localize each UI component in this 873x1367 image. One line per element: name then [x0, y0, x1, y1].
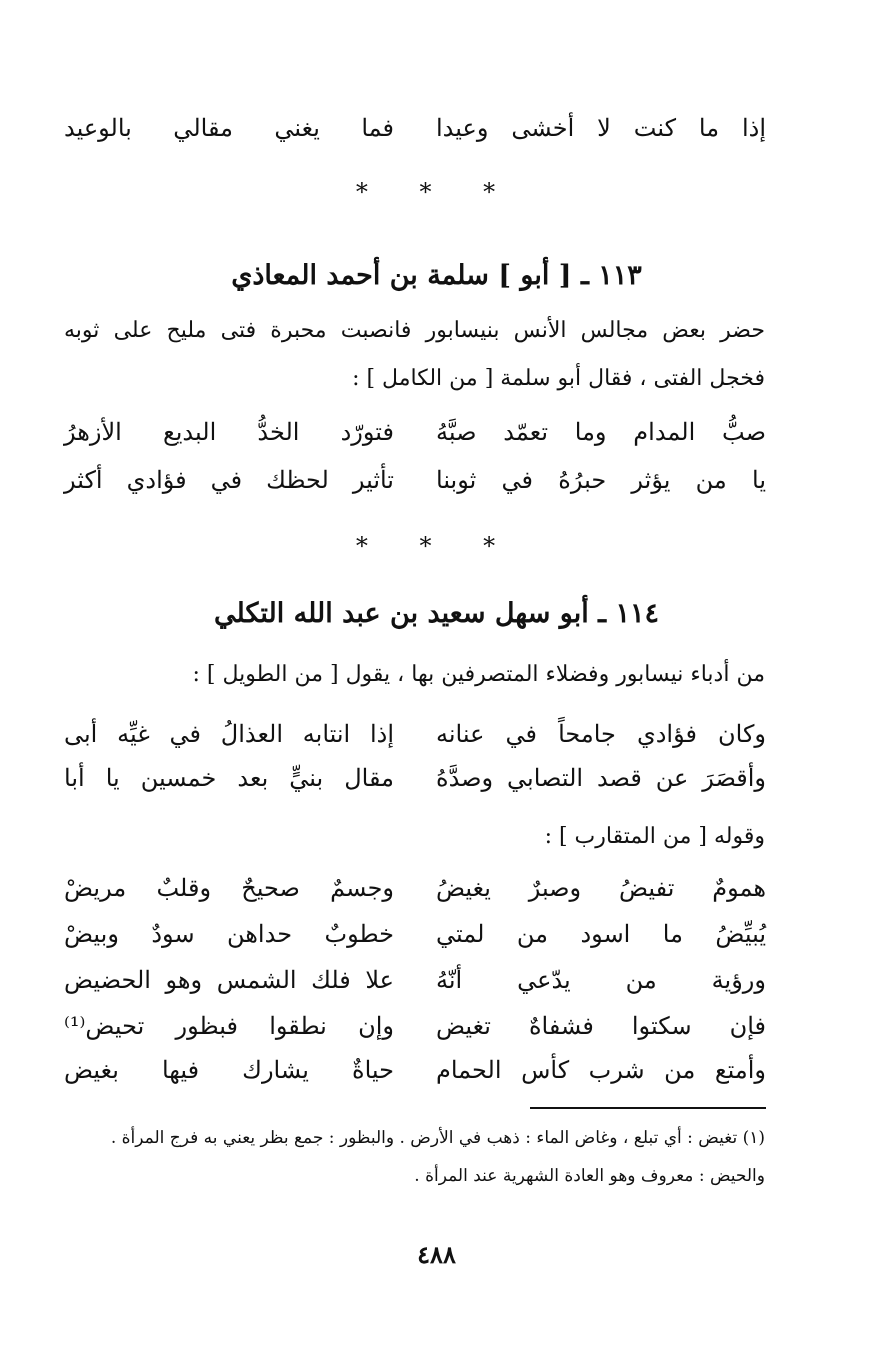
hemistich-second: إذا انتابه العذالُ في غيِّه أبى	[64, 720, 394, 748]
section-separator: * * *	[355, 532, 518, 560]
verse	[64, 764, 766, 804]
hemistich-second: تأثير لحظك في فؤادي أكثر	[64, 466, 394, 494]
hemistich-first: وأمتع من شرب كأس الحمام	[436, 1056, 766, 1084]
verse	[64, 966, 766, 1006]
entry-heading-114: ١١٤ ـ أبو سهل سعيد بن عبد الله التكلي	[214, 598, 659, 629]
hemistich-first: فإن سكتوا فشفاهٌ تغيض	[436, 1012, 766, 1040]
verse	[64, 466, 766, 506]
hemistich-second: خطوبٌ حداهن سودٌ وبيضْ	[64, 920, 394, 948]
hemistich-second: وجسمٌ صحيحٌ وقلبٌ مريضْ	[64, 874, 394, 902]
hemistich-second: وإن نطقوا فبظور تحيض⁽¹⁾	[64, 1012, 394, 1040]
hemistich-second: مقال بنيٍّ بعد خمسين يا أبا	[64, 764, 394, 792]
hemistich-first: وكان فؤادي جامحاً في عنانه	[436, 720, 766, 748]
hemistich-second: علا فلك الشمس وهو الحضيض	[64, 966, 394, 994]
hemistich-first: وأقصَرَ عن قصد التصابي وصدَّهُ	[436, 764, 766, 792]
verse	[64, 720, 766, 760]
hemistich-first: يا من يؤثر حبرُهُ في ثوبنا	[436, 466, 766, 494]
verse	[64, 874, 766, 914]
hemistich-second: حياةٌ يشارك فيها بغيض	[64, 1056, 394, 1084]
verse	[64, 418, 766, 458]
entry-heading-113: ١١٣ ـ [ أبو ] سلمة بن أحمد المعاذي	[231, 260, 642, 291]
footnote-line: والحيض : معروف وهو العادة الشهرية عند المرأة .	[414, 1166, 765, 1186]
hemistich-first: إذا ما كنت لا أخشى وعيدا	[436, 114, 766, 142]
prose-line: وقوله [ من المتقارب ] :	[544, 824, 765, 849]
verse-top	[64, 114, 766, 154]
prose-line: فخجل الفتى ، فقال أبو سلمة [ من الكامل ] :	[352, 366, 765, 391]
hemistich-first: ورؤية من يدّعي أنّهُ	[436, 966, 766, 994]
hemistich-second: فما يغني مقالي بالوعيد	[64, 114, 394, 142]
page-number: ٤٨٨	[417, 1240, 456, 1269]
prose-line: حضر بعض مجالس الأنس بنيسابور فانصبت محبرة فتى مليح على ثوبه	[64, 318, 765, 343]
footnote-line: (١) تغيض : أي تبلع ، وغاض الماء : ذهب في الأرض . والبظور : جمع بظر يعني به فرج المرأة .	[110, 1128, 765, 1148]
verse	[64, 920, 766, 960]
footnote-rule	[530, 1107, 766, 1109]
prose-line: من أدباء نيسابور وفضلاء المتصرفين بها ، يقول [ من الطويل ] :	[192, 662, 765, 687]
hemistich-first: صبُّ المدام وما تعمّد صبَّهُ	[436, 418, 766, 446]
verse	[64, 1056, 766, 1096]
hemistich-first: همومٌ تفيضُ وصبرٌ يغيضُ	[436, 874, 766, 902]
verse	[64, 1012, 766, 1052]
hemistich-first: يُبيِّضُ ما اسود من لمتي	[436, 920, 766, 948]
hemistich-second: فتورّد الخدُّ البديع الأزهرُ	[64, 418, 394, 446]
section-separator: * * *	[355, 178, 518, 206]
